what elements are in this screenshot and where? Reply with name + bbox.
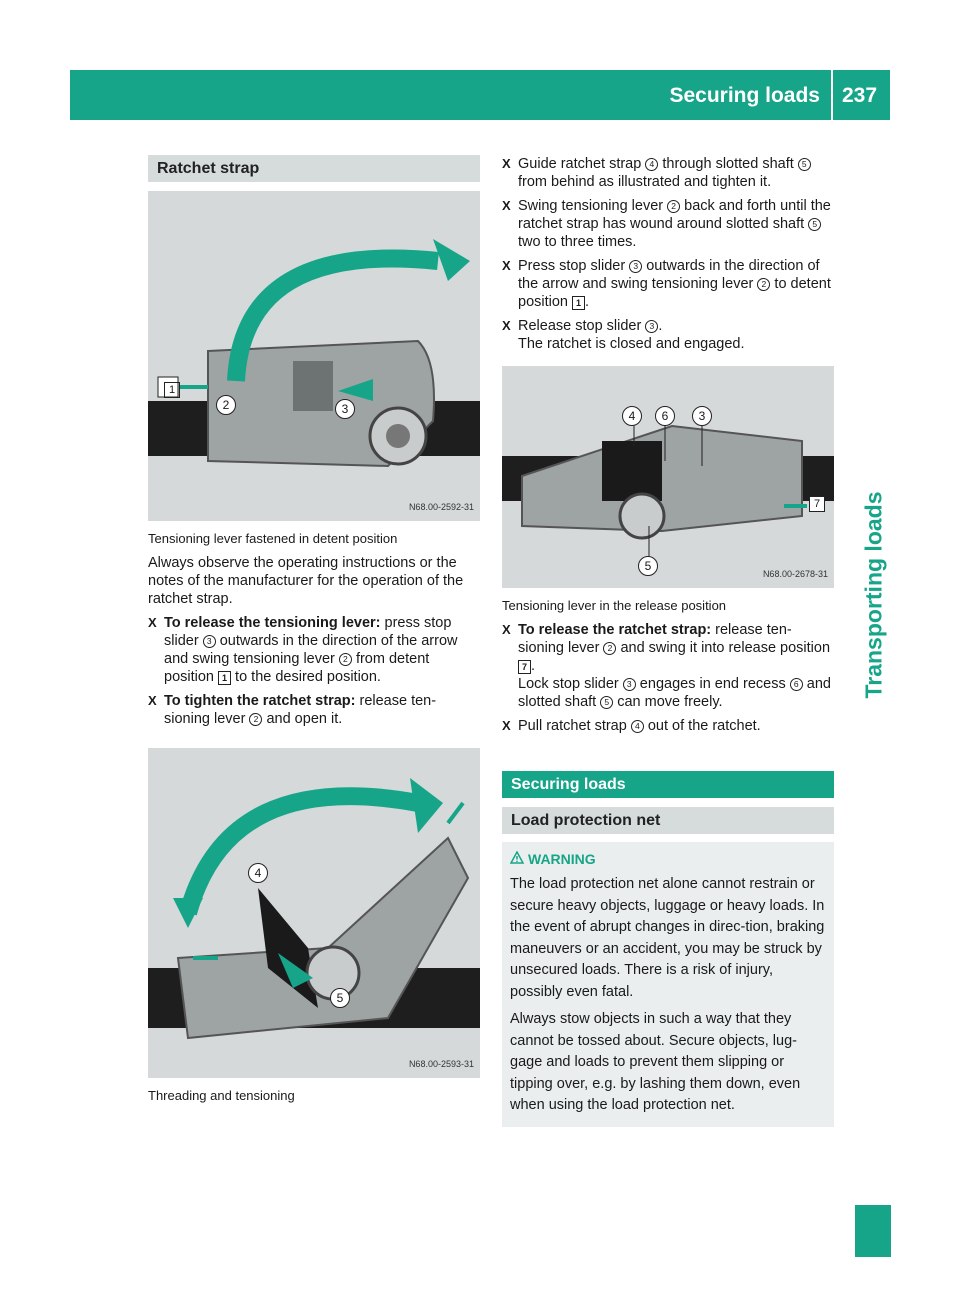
position-ref: 7	[518, 660, 531, 674]
step-arrow-icon: X	[148, 693, 157, 708]
step-item	[502, 155, 834, 191]
step-item	[502, 317, 834, 353]
figure-code: N68.00-2593-31	[408, 1059, 474, 1069]
warning-triangle-icon	[510, 851, 524, 864]
warning-paragraph: The load protection net alone cannot restrain or secure heavy objects, luggage or heavy loads. In the event of abrupt changes in direc-tion, braking maneuvers or an accident, you may be struck by unsecured loads. There is a risk of injury, possibly even fatal.	[510, 876, 825, 1000]
warning-box	[502, 842, 834, 1127]
step-text: and slotted shaft	[518, 676, 831, 710]
step-arrow-icon: X	[148, 615, 157, 630]
callout-ref: 3	[623, 678, 636, 691]
figure-release-position	[502, 366, 834, 588]
step-text: from behind as illustrated and tighten it.	[518, 174, 772, 190]
figure-ratchet-detent	[148, 191, 480, 521]
right-column	[502, 155, 834, 1127]
step-text: to detent position	[518, 276, 831, 310]
callout-3: 3	[692, 406, 712, 426]
step-bold: To release the ratchet strap:	[518, 622, 712, 638]
step-item	[148, 614, 480, 686]
page-number: 237	[842, 84, 878, 107]
step-text: Lock stop slider	[518, 676, 623, 692]
step-text: out of the ratchet.	[643, 718, 761, 734]
callout-ref: 4	[645, 158, 658, 171]
side-tab	[856, 420, 892, 770]
step-arrow-icon: X	[502, 156, 511, 171]
step-text: engages in end recess	[635, 676, 790, 692]
step-text: .	[658, 318, 663, 334]
step-text: .	[531, 658, 536, 674]
callout-2: 2	[216, 395, 236, 415]
figure-caption: Tensioning lever fastened in detent position	[148, 531, 398, 546]
figure-code: N68.00-2678-31	[762, 569, 828, 579]
step-text: back and forth until the ratchet strap has wound around slotted shaft	[518, 198, 831, 232]
step-text: to the desired position.	[231, 669, 381, 685]
step-text: can move freely.	[613, 694, 723, 710]
callout-4: 4	[622, 406, 642, 426]
step-arrow-icon: X	[502, 622, 511, 637]
step-text: .	[585, 294, 590, 310]
step-text: Guide ratchet strap	[518, 156, 646, 172]
callout-3: 3	[335, 399, 355, 419]
callout-ref: 5	[798, 158, 811, 171]
step-text: and open it.	[262, 711, 343, 727]
callout-ref: 3	[645, 320, 658, 333]
position-ref: 1	[572, 296, 585, 310]
step-item	[502, 257, 834, 311]
step-text: from detent position	[164, 651, 430, 685]
paragraph: Always observe the operating instructions or the notes of the manufacturer for the operation of the ratchet strap.	[148, 555, 464, 607]
position-ref: 1	[218, 671, 231, 685]
figure-threading	[148, 748, 480, 1078]
callout-ref: 2	[603, 642, 616, 655]
callout-1: 1	[164, 382, 180, 398]
step-text: and swing it into release position	[616, 640, 831, 656]
step-bold: To release the tensioning lever:	[164, 615, 381, 631]
ratchet-detent-illustration	[148, 191, 480, 521]
step-text: Pull ratchet strap	[518, 718, 631, 734]
section-heading-securing-loads: Securing loads	[502, 771, 834, 798]
callout-4: 4	[248, 863, 268, 883]
callout-5: 5	[638, 556, 658, 576]
header-title: Securing loads	[669, 84, 820, 107]
callout-5: 5	[330, 988, 350, 1008]
threading-illustration	[148, 748, 480, 1078]
callout-ref: 3	[629, 260, 642, 273]
callout-ref: 2	[667, 200, 680, 213]
left-column	[148, 155, 480, 1105]
section-heading-ratchet-strap: Ratchet strap	[148, 155, 480, 182]
step-text: through slotted shaft	[658, 156, 798, 172]
side-tab-label: Transporting loads	[860, 491, 887, 699]
header-separator	[831, 70, 833, 120]
step-text: Release stop slider	[518, 318, 646, 334]
callout-ref: 2	[757, 278, 770, 291]
figure-caption: Threading and tensioning	[148, 1088, 295, 1103]
step-bold: To tighten the ratchet strap:	[164, 693, 356, 709]
step-item	[148, 692, 480, 728]
section-heading-load-protection-net: Load protection net	[502, 807, 834, 834]
callout-ref: 5	[600, 696, 613, 709]
step-arrow-icon: X	[502, 718, 511, 733]
step-text: release ten-sioning lever	[164, 693, 437, 727]
step-item	[502, 717, 834, 735]
callout-ref: 3	[203, 635, 216, 648]
step-text: two to three times.	[518, 234, 637, 250]
callout-6: 6	[655, 406, 675, 426]
callout-ref: 5	[808, 218, 821, 231]
figure-caption: Tensioning lever in the release position	[502, 598, 727, 613]
side-thumb-block	[855, 1205, 891, 1257]
callout-ref: 2	[339, 653, 352, 666]
step-item	[502, 197, 834, 251]
release-position-illustration	[502, 366, 834, 588]
figure-code: N68.00-2592-31	[408, 502, 474, 512]
callout-ref: 4	[631, 720, 644, 733]
step-text: release ten-sioning lever	[518, 622, 792, 656]
step-arrow-icon: X	[502, 258, 511, 273]
warning-paragraph: Always stow objects in such a way that they cannot be tossed about. Secure objects, lug-gage and loads to prevent them slipping or tipping over, e.g. by lashing them down, even when using the load protection net.	[510, 1011, 801, 1113]
step-text: Swing tensioning lever	[518, 198, 668, 214]
step-arrow-icon: X	[502, 198, 511, 213]
step-text: outwards in the direction of the arrow and swing tensioning lever	[164, 633, 458, 667]
callout-7: 7	[809, 496, 825, 512]
callout-ref: 2	[249, 713, 262, 726]
step-item	[502, 621, 834, 711]
warning-label: WARNING	[528, 851, 596, 867]
warning-title	[510, 850, 826, 868]
step-text: Press stop slider	[518, 258, 630, 274]
step-arrow-icon: X	[502, 318, 511, 333]
callout-ref: 6	[790, 678, 803, 691]
step-result: The ratchet is closed and engaged.	[518, 336, 745, 352]
step-text: press stop slider	[164, 615, 452, 649]
step-text: outwards in the direction of the arrow and swing tensioning lever	[518, 258, 820, 292]
